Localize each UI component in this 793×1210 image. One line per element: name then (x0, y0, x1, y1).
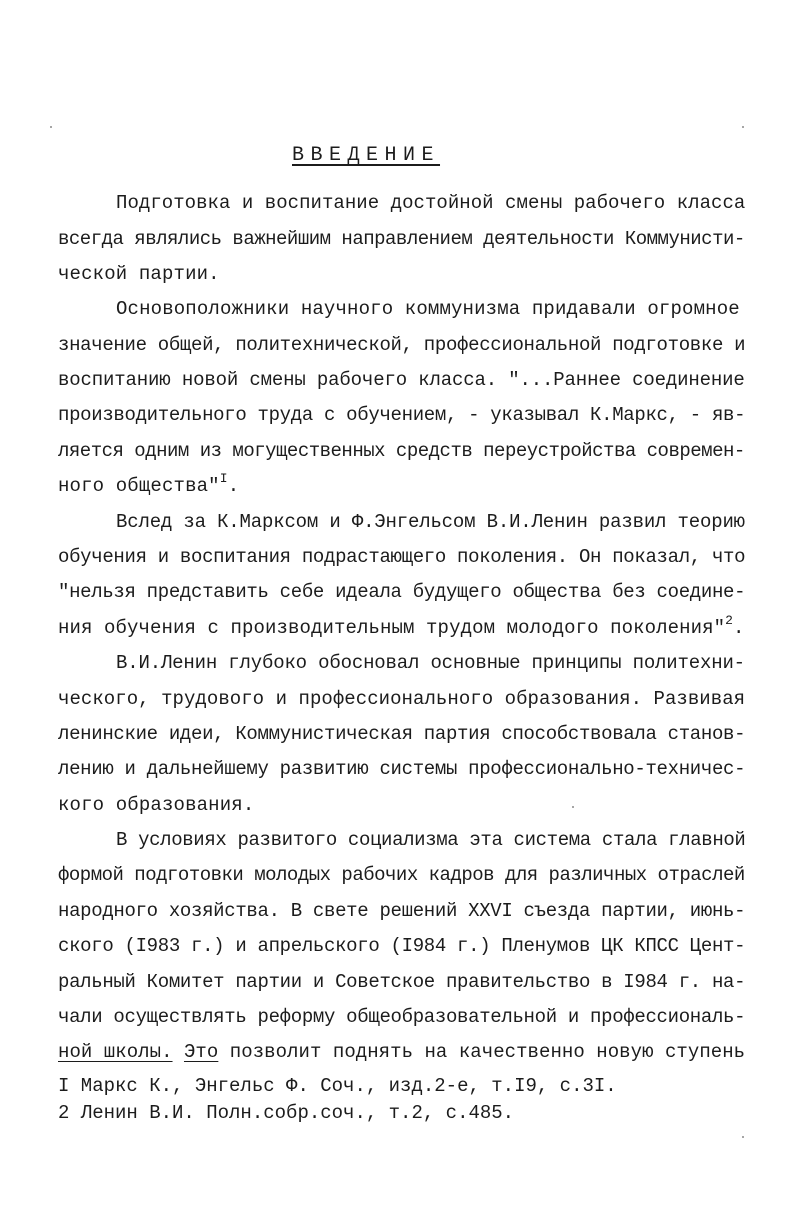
text-line: всегда являлись важнейшим направлением деятельности Коммунисти- (58, 228, 745, 250)
text-line: Вслед за К.Марксом и Ф.Энгельсом В.И.Ленин развил теорию (116, 511, 745, 533)
text-line: лению и дальнейшему развитию системы профессионально-техничес- (58, 758, 746, 780)
footnote-mark: 2 (725, 613, 734, 628)
text-line: ральный Комитет партии и Советское правительство в I984 г. на- (58, 971, 746, 993)
scan-speck (742, 1136, 744, 1138)
text-line: "нельзя представить себе идеала будущего общества без соедине- (58, 581, 746, 603)
footnote: I Маркс К., Энгельс Ф. Соч., изд.2-е, т.I9, с.3I. (58, 1075, 617, 1097)
text-line: чали осуществлять реформу общеобразовательной и профессиональ- (58, 1006, 746, 1028)
text-line: воспитанию новой смены рабочего класса. "...Раннее соединение (58, 369, 745, 391)
text-line: ческого, трудового и профессионального образования. Развивая (58, 688, 746, 710)
text-line: Основоположники научного коммунизма придавали огромное (116, 298, 740, 320)
scan-speck (742, 126, 744, 128)
text-line: народного хозяйства. В свете решений XXVI съезда партии, июнь- (58, 900, 746, 922)
footnote-mark: I (219, 471, 228, 486)
text-line: Подготовка и воспитание достойной смены рабочего класса (116, 192, 746, 214)
text-line: ского (I983 г.) и апрельского (I984 г.) Пленумов ЦК КПСС Цент- (58, 935, 746, 957)
text-line: В.И.Ленин глубоко обосновал основные принципы политехни- (116, 652, 745, 674)
text-line: обучения и воспитания подрастающего поколения. Он показал, что (58, 546, 746, 568)
text-line: значение общей, политехнической, профессиональной подготовке и (58, 334, 746, 356)
scan-speck (572, 806, 574, 808)
scan-speck (50, 126, 52, 128)
text-line: ного общества"$^I$. (58, 471, 240, 497)
text-line: В условиях развитого социализма эта система стала главной (116, 829, 746, 851)
text-line: производительного труда с обучением, - указывал К.Маркс, - яв- (58, 404, 746, 426)
text-line: формой подготовки молодых рабочих кадров для различных отраслей (58, 864, 745, 886)
underlined-text: ной школы. (58, 1041, 173, 1063)
underlined-text: Это (183, 1041, 219, 1063)
text-line: кого образования. (58, 794, 255, 816)
text-line: ной школы. Это позволит поднять на качественно новую ступень (58, 1041, 746, 1063)
page-title: ВВЕДЕНИЕ (292, 144, 441, 167)
text-line: ческой партии. (58, 263, 220, 285)
footnote: 2 Ленин В.И. Полн.собр.соч., т.2, с.485. (58, 1102, 515, 1124)
text-line: ния обучения с производительным трудом молодого поколения"$^2$. (58, 613, 745, 639)
text-line: ляется одним из могущественных средств переустройства современ- (58, 440, 745, 462)
text-line: ленинские идеи, Коммунистическая партия способствовала станов- (58, 723, 746, 745)
